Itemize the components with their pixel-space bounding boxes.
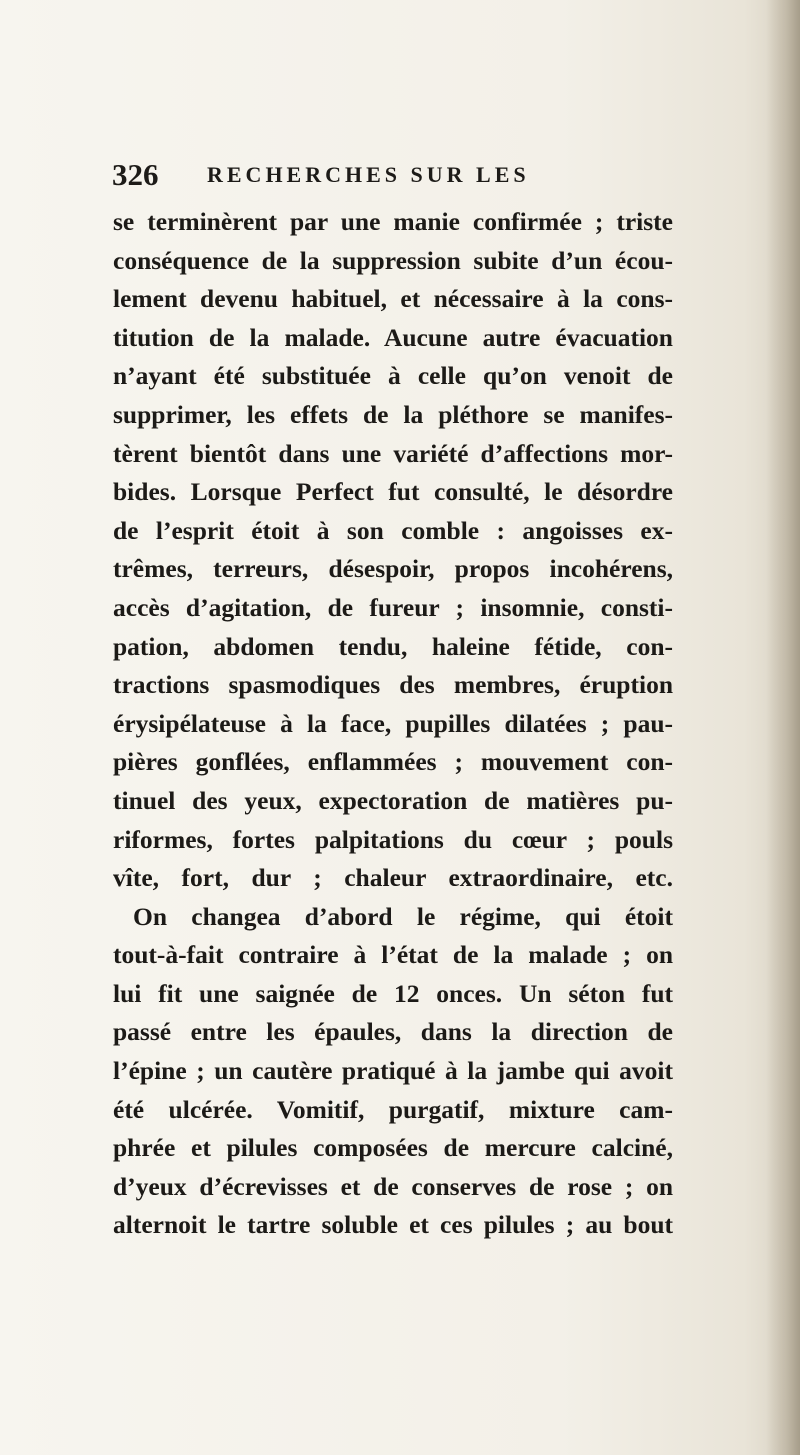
text-line: été ulcérée. Vomitif, purgatif, mixture cam- [113, 1094, 673, 1124]
text-line: de l’esprit étoit à son comble : angoisses ex- [113, 515, 673, 545]
text-line: n’ayant été substituée à celle qu’on venoit de [113, 361, 673, 391]
text-line: accès d’agitation, de fureur ; insomnie, consti- [113, 592, 673, 622]
text-line: lui fit une saignée de 12 onces. Un séton fut [113, 978, 673, 1008]
body-text [113, 203, 673, 1245]
text-line: tinuel des yeux, expectoration de matières pu- [113, 785, 673, 815]
text-line: tèrent bientôt dans une variété d’affections mor- [113, 438, 673, 468]
text-line: tractions spasmodiques des membres, éruption [113, 670, 673, 700]
text-line: conséquence de la suppression subite d’un écou- [113, 245, 673, 275]
text-line: trêmes, terreurs, désespoir, propos incohérens, [113, 554, 673, 584]
text-line: On changea d’abord le régime, qui étoit [133, 901, 673, 931]
page-edge-shadow [766, 0, 800, 1455]
text-line: se terminèrent par une manie confirmée ; triste [113, 207, 673, 236]
text-line: pation, abdomen tendu, haleine fétide, con- [113, 631, 673, 661]
page-header [112, 157, 672, 197]
text-line: supprimer, les effets de la pléthore se manifes- [113, 399, 673, 429]
text-line: riformes, fortes palpitations du cœur ; pouls [113, 824, 673, 854]
text-line: pières gonflées, enflammées ; mouvement con- [113, 747, 673, 777]
text-line: vîte, fort, dur ; chaleur extraordinaire, etc. [113, 863, 673, 893]
text-line: bides. Lorsque Perfect fut consulté, le désordre [113, 477, 673, 507]
text-line: l’épine ; un cautère pratiqué à la jambe qui avoit [113, 1056, 673, 1086]
text-line: titution de la malade. Aucune autre évacuation [113, 322, 673, 352]
running-head: RECHERCHES SUR LES [207, 162, 530, 187]
text-line: lement devenu habituel, et nécessaire à la cons- [113, 284, 673, 314]
text-line: érysipélateuse à la face, pupilles dilatées ; pau- [113, 708, 673, 738]
page-number: 326 [112, 157, 159, 192]
text-line: alternoit le tartre soluble et ces pilules ; au bout [113, 1210, 673, 1240]
text-line: tout-à-fait contraire à l’état de la malade ; on [113, 940, 673, 970]
text-line: passé entre les épaules, dans la direction de [113, 1017, 673, 1047]
text-line: d’yeux d’écrevisses et de conserves de rose ; on [113, 1171, 673, 1201]
text-line: phrée et pilules composées de mercure calciné, [113, 1133, 673, 1163]
